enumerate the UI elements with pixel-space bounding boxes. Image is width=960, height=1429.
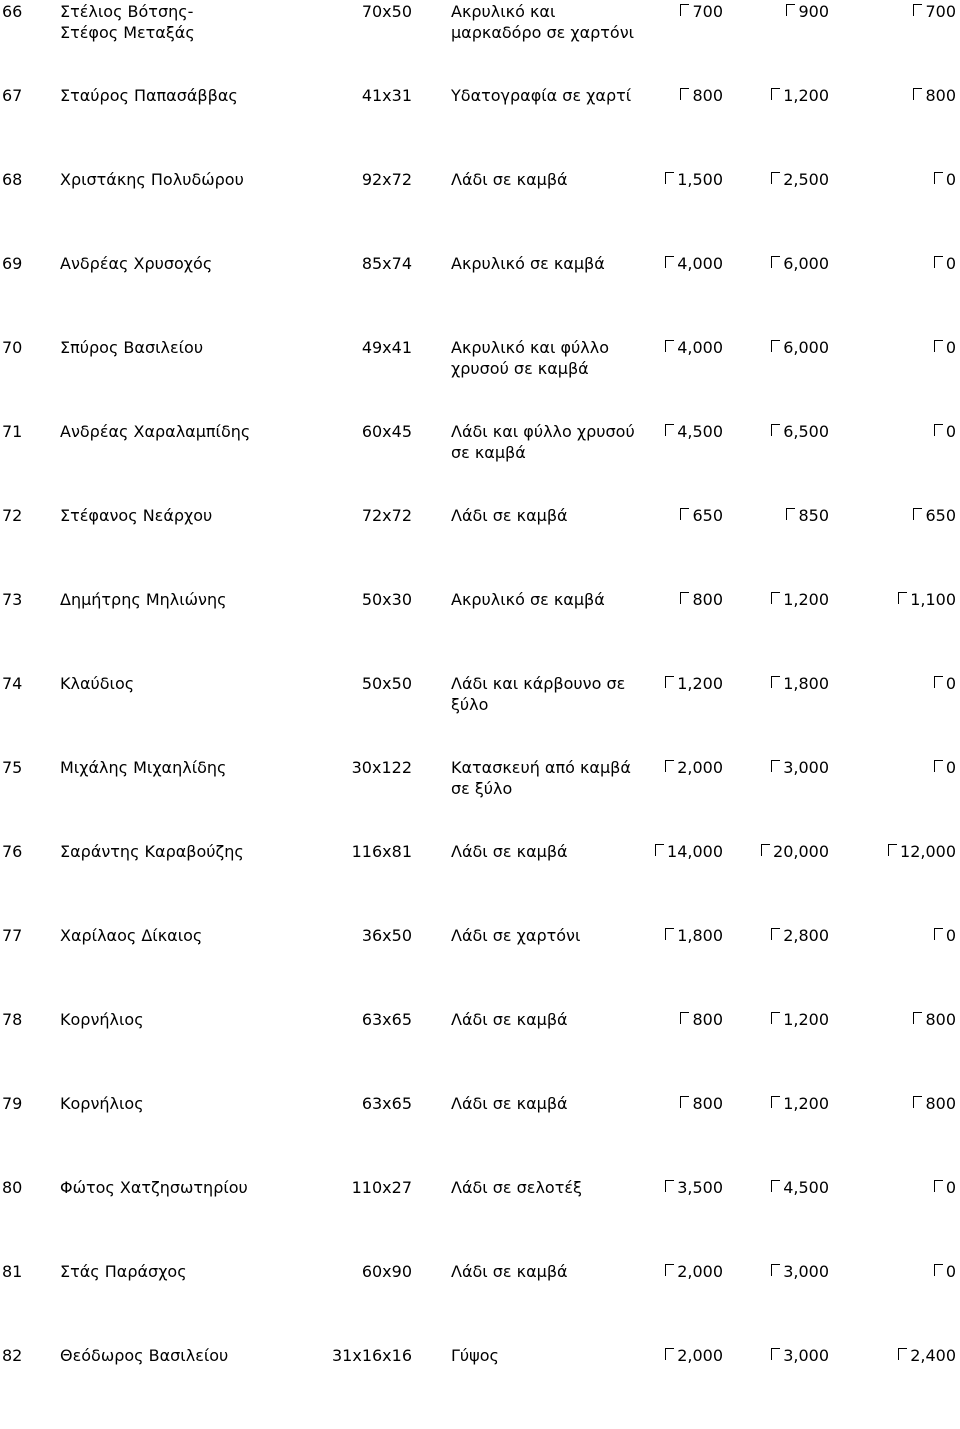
estimate-low <box>665 1261 723 1282</box>
medium: Κατασκευή από καμβά σε ξύλο <box>451 758 631 798</box>
currency-icon <box>913 507 922 523</box>
estimate-low <box>665 337 723 358</box>
sold-price <box>934 1261 956 1282</box>
lot-number: 80 <box>2 1178 23 1197</box>
estimate-low-value: 650 <box>692 506 723 525</box>
artist-name: Στάς Παράσχος <box>60 1262 187 1281</box>
table-row <box>0 757 960 841</box>
currency-icon <box>680 507 689 523</box>
estimate-high-value: 1,800 <box>783 674 829 693</box>
medium: Λάδι σε καμβά <box>451 170 568 189</box>
table-row <box>0 169 960 253</box>
estimate-high <box>786 1 829 22</box>
currency-icon <box>771 339 780 355</box>
currency-icon <box>771 1263 780 1279</box>
estimate-low-value: 2,000 <box>677 1346 723 1365</box>
currency-icon <box>680 1095 689 1111</box>
medium: Λάδι σε χαρτόνι <box>451 926 581 945</box>
currency-icon <box>680 591 689 607</box>
sold-price <box>934 421 956 442</box>
currency-icon <box>680 3 689 19</box>
dimensions: 49x41 <box>361 338 412 357</box>
dimensions: 60x90 <box>361 1262 412 1281</box>
sold-price-value: 2,400 <box>910 1346 956 1365</box>
table-row <box>0 505 960 589</box>
dimensions: 60x45 <box>361 422 412 441</box>
currency-icon <box>771 1095 780 1111</box>
sold-price-value: 650 <box>925 506 956 525</box>
estimate-high-value: 6,500 <box>783 422 829 441</box>
sold-price <box>913 85 956 106</box>
table-row <box>0 589 960 673</box>
sold-price <box>913 1093 956 1114</box>
sold-price <box>913 505 956 526</box>
lot-number: 76 <box>2 842 23 861</box>
estimate-low-value: 4,500 <box>677 422 723 441</box>
medium: Λάδι και φύλλο χρυσού σε καμβά <box>451 422 635 462</box>
estimate-low <box>680 1093 723 1114</box>
lot-number: 69 <box>2 254 23 273</box>
medium: Λάδι σε καμβά <box>451 1262 568 1281</box>
estimate-high <box>771 1177 829 1198</box>
medium: Λάδι σε καμβά <box>451 1094 568 1113</box>
estimate-high <box>771 589 829 610</box>
lot-number: 75 <box>2 758 23 777</box>
lot-number: 77 <box>2 926 23 945</box>
dimensions: 31x16x16 <box>331 1346 412 1365</box>
artist-name: Χριστάκης Πολυδώρου <box>60 170 244 189</box>
artist-name: Χαρίλαος Δίκαιος <box>60 926 203 945</box>
currency-icon <box>934 423 943 439</box>
sold-price <box>913 1 956 22</box>
dimensions: 50x30 <box>361 590 412 609</box>
estimate-low-value: 4,000 <box>677 254 723 273</box>
estimate-high <box>771 421 829 442</box>
sold-price <box>898 1345 956 1366</box>
sold-price-value: 800 <box>925 86 956 105</box>
currency-icon <box>913 1011 922 1027</box>
table-row <box>0 1009 960 1093</box>
estimate-high <box>771 169 829 190</box>
estimate-high-value: 2,800 <box>783 926 829 945</box>
currency-icon <box>934 927 943 943</box>
currency-icon <box>665 675 674 691</box>
currency-icon <box>771 171 780 187</box>
artist-name: Κλαύδιος <box>60 674 135 693</box>
sold-price <box>898 589 956 610</box>
medium: Ακρυλικό και φύλλο χρυσού σε καμβά <box>451 338 609 378</box>
sold-price <box>934 925 956 946</box>
lot-number: 66 <box>2 2 23 21</box>
estimate-high-value: 3,000 <box>783 758 829 777</box>
sold-price-value: 0 <box>945 338 956 357</box>
currency-icon <box>934 675 943 691</box>
table-row <box>0 925 960 1009</box>
estimate-low <box>665 1177 723 1198</box>
dimensions: 30x122 <box>351 758 412 777</box>
sold-price <box>934 673 956 694</box>
estimate-low <box>680 1 723 22</box>
lot-number: 78 <box>2 1010 23 1029</box>
currency-icon <box>786 3 795 19</box>
estimate-low <box>665 253 723 274</box>
sold-price <box>934 337 956 358</box>
estimate-low-value: 800 <box>692 1010 723 1029</box>
artist-name: Σπύρος Βασιλείου <box>60 338 204 357</box>
estimate-low-value: 800 <box>692 86 723 105</box>
estimate-low <box>665 421 723 442</box>
medium: Υδατογραφία σε χαρτί <box>451 86 632 105</box>
currency-icon <box>771 759 780 775</box>
dimensions: 63x65 <box>361 1010 412 1029</box>
estimate-high <box>771 1093 829 1114</box>
estimate-high <box>771 1345 829 1366</box>
currency-icon <box>665 1263 674 1279</box>
table-row <box>0 673 960 757</box>
currency-icon <box>771 87 780 103</box>
estimate-high-value: 3,000 <box>783 1262 829 1281</box>
lot-number: 81 <box>2 1262 23 1281</box>
table-row <box>0 1177 960 1261</box>
sold-price <box>934 253 956 274</box>
currency-icon <box>771 423 780 439</box>
medium: Λάδι σε σελοτέξ <box>451 1178 582 1197</box>
sold-price-value: 12,000 <box>900 842 956 861</box>
estimate-high-value: 6,000 <box>783 338 829 357</box>
estimate-low-value: 700 <box>692 2 723 21</box>
table-row <box>0 85 960 169</box>
table-row <box>0 1093 960 1177</box>
sold-price-value: 800 <box>925 1010 956 1029</box>
artist-name: Στέλιος Βότσης- Στέφος Μεταξάς <box>60 2 195 42</box>
currency-icon <box>934 1179 943 1195</box>
artist-name: Δημήτρης Μηλιώνης <box>60 590 227 609</box>
currency-icon <box>934 759 943 775</box>
estimate-high-value: 6,000 <box>783 254 829 273</box>
estimate-low <box>680 1009 723 1030</box>
estimate-high <box>771 337 829 358</box>
estimate-low-value: 2,000 <box>677 758 723 777</box>
currency-icon <box>934 255 943 271</box>
currency-icon <box>680 1011 689 1027</box>
table-row <box>0 421 960 505</box>
medium: Λάδι σε καμβά <box>451 1010 568 1029</box>
artist-name: Κορνήλιος <box>60 1010 144 1029</box>
dimensions: 110x27 <box>351 1178 412 1197</box>
estimate-low-value: 2,000 <box>677 1262 723 1281</box>
currency-icon <box>665 1179 674 1195</box>
currency-icon <box>761 843 770 859</box>
estimate-low <box>680 505 723 526</box>
estimate-high <box>771 757 829 778</box>
table-row <box>0 1 960 85</box>
sold-price <box>888 841 956 862</box>
estimate-high <box>771 925 829 946</box>
lot-number: 82 <box>2 1346 23 1365</box>
artist-name: Κορνήλιος <box>60 1094 144 1113</box>
estimate-high-value: 1,200 <box>783 86 829 105</box>
sold-price-value: 700 <box>925 2 956 21</box>
currency-icon <box>665 171 674 187</box>
estimate-low <box>655 841 723 862</box>
sold-price-value: 0 <box>945 674 956 693</box>
dimensions: 72x72 <box>361 506 412 525</box>
dimensions: 63x65 <box>361 1094 412 1113</box>
estimate-high-value: 1,200 <box>783 1010 829 1029</box>
estimate-low-value: 800 <box>692 1094 723 1113</box>
currency-icon <box>665 927 674 943</box>
estimate-low <box>665 169 723 190</box>
currency-icon <box>934 339 943 355</box>
currency-icon <box>680 87 689 103</box>
estimate-low <box>680 589 723 610</box>
currency-icon <box>771 1179 780 1195</box>
sold-price-value: 1,100 <box>910 590 956 609</box>
currency-icon <box>913 87 922 103</box>
estimate-low <box>665 757 723 778</box>
dimensions: 41x31 <box>361 86 412 105</box>
lot-number: 72 <box>2 506 23 525</box>
lot-number: 73 <box>2 590 23 609</box>
currency-icon <box>771 591 780 607</box>
lot-number: 68 <box>2 170 23 189</box>
estimate-low-value: 1,800 <box>677 926 723 945</box>
lot-number: 79 <box>2 1094 23 1113</box>
artist-name: Φώτος Χατζησωτηρίου <box>60 1178 248 1197</box>
estimate-high <box>771 673 829 694</box>
estimate-high <box>771 1009 829 1030</box>
sold-price-value: 0 <box>945 170 956 189</box>
currency-icon <box>665 255 674 271</box>
estimate-low <box>665 1345 723 1366</box>
currency-icon <box>771 1011 780 1027</box>
sold-price-value: 0 <box>945 926 956 945</box>
estimate-high <box>771 1261 829 1282</box>
lot-number: 70 <box>2 338 23 357</box>
estimate-high <box>786 505 829 526</box>
currency-icon <box>934 171 943 187</box>
medium: Λάδι σε καμβά <box>451 506 568 525</box>
estimate-low-value: 1,200 <box>677 674 723 693</box>
sold-price-value: 0 <box>945 1262 956 1281</box>
artist-name: Μιχάλης Μιχαηλίδης <box>60 758 227 777</box>
table-row <box>0 1345 960 1429</box>
dimensions: 116x81 <box>351 842 412 861</box>
sold-price <box>913 1009 956 1030</box>
medium: Λάδι σε καμβά <box>451 842 568 861</box>
estimate-low <box>665 673 723 694</box>
estimate-low-value: 14,000 <box>667 842 723 861</box>
currency-icon <box>771 255 780 271</box>
sold-price <box>934 1177 956 1198</box>
lot-number: 67 <box>2 86 23 105</box>
estimate-high <box>761 841 829 862</box>
estimate-low-value: 1,500 <box>677 170 723 189</box>
estimate-high-value: 850 <box>798 506 829 525</box>
estimate-high-value: 1,200 <box>783 590 829 609</box>
dimensions: 92x72 <box>361 170 412 189</box>
currency-icon <box>898 591 907 607</box>
artist-name: Σταύρος Παπασάββας <box>60 86 238 105</box>
artist-name: Ανδρέας Χαραλαμπίδης <box>60 422 251 441</box>
estimate-high-value: 900 <box>798 2 829 21</box>
estimate-low <box>665 925 723 946</box>
medium: Ακρυλικό και μαρκαδόρο σε χαρτόνι <box>451 2 635 42</box>
currency-icon <box>786 507 795 523</box>
currency-icon <box>913 1095 922 1111</box>
table-row <box>0 253 960 337</box>
currency-icon <box>665 423 674 439</box>
lot-number: 71 <box>2 422 23 441</box>
table-row <box>0 1261 960 1345</box>
currency-icon <box>771 675 780 691</box>
estimate-high-value: 1,200 <box>783 1094 829 1113</box>
dimensions: 36x50 <box>361 926 412 945</box>
currency-icon <box>934 1263 943 1279</box>
sold-price-value: 0 <box>945 1178 956 1197</box>
sold-price-value: 0 <box>945 758 956 777</box>
artist-name: Ανδρέας Χρυσοχός <box>60 254 213 273</box>
dimensions: 50x50 <box>361 674 412 693</box>
estimate-high <box>771 253 829 274</box>
dimensions: 85x74 <box>361 254 412 273</box>
estimate-low <box>680 85 723 106</box>
currency-icon <box>665 339 674 355</box>
sold-price <box>934 757 956 778</box>
sold-price <box>934 169 956 190</box>
medium: Λάδι και κάρβουνο σε ξύλο <box>451 674 626 714</box>
estimate-high-value: 20,000 <box>773 842 829 861</box>
estimate-low-value: 4,000 <box>677 338 723 357</box>
table-row <box>0 337 960 421</box>
sold-price-value: 800 <box>925 1094 956 1113</box>
dimensions: 70x50 <box>361 2 412 21</box>
currency-icon <box>771 927 780 943</box>
sold-price-value: 0 <box>945 254 956 273</box>
estimate-high-value: 2,500 <box>783 170 829 189</box>
currency-icon <box>665 759 674 775</box>
estimate-high-value: 3,000 <box>783 1346 829 1365</box>
currency-icon <box>655 843 664 859</box>
artist-name: Στέφανος Νεάρχου <box>60 506 213 525</box>
lot-number: 74 <box>2 674 23 693</box>
table-row <box>0 841 960 925</box>
sold-price-value: 0 <box>945 422 956 441</box>
artist-name: Θεόδωρος Βασιλείου <box>60 1346 229 1365</box>
estimate-high-value: 4,500 <box>783 1178 829 1197</box>
currency-icon <box>913 3 922 19</box>
medium: Ακρυλικό σε καμβά <box>451 590 605 609</box>
estimate-low-value: 3,500 <box>677 1178 723 1197</box>
medium: Ακρυλικό σε καμβά <box>451 254 605 273</box>
artist-name: Σαράντης Καραβούζης <box>60 842 244 861</box>
estimate-high <box>771 85 829 106</box>
medium: Γύψος <box>451 1346 499 1365</box>
currency-icon <box>888 843 897 859</box>
estimate-low-value: 800 <box>692 590 723 609</box>
